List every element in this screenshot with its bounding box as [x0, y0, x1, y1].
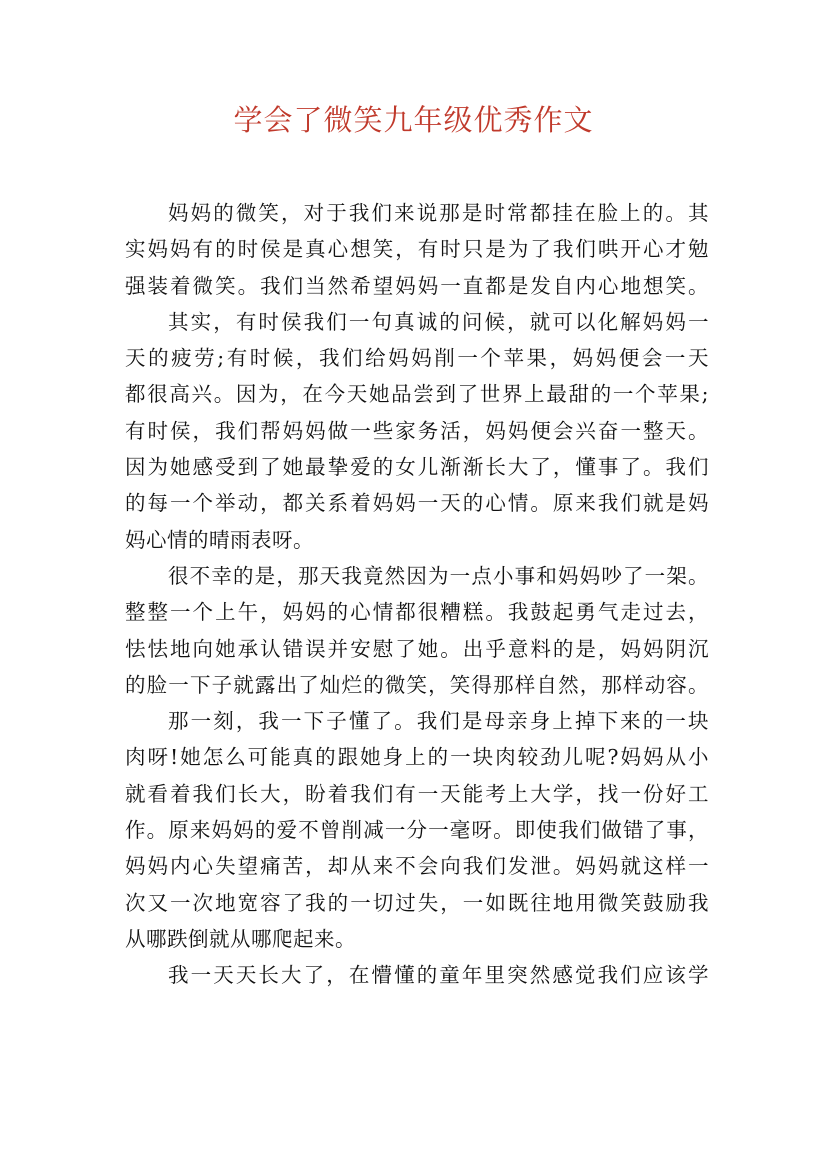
paragraph-1-line-1: 妈妈的微笑，对于我们来说那是时常都挂在脸上的。其	[168, 201, 709, 225]
paragraph-2-line-4: 有时侯，我们帮妈妈做一些家务活，妈妈便会兴奋一整天。	[125, 418, 709, 443]
essay-body	[125, 195, 709, 994]
paragraph-1-line-3: 强装着微笑。我们当然希望妈妈一直都是发自内心地想笑。	[125, 273, 709, 298]
paragraph-5-line-1: 我一天天长大了，在懵懂的童年里突然感觉我们应该学	[168, 963, 709, 988]
paragraph-2-line-2: 天的疲劳;有时候，我们给妈妈削一个苹果，妈妈便会一天	[125, 346, 709, 371]
paragraph-1-line-2: 实妈妈有的时侯是真心想笑，有时只是为了我们哄开心才勉	[125, 237, 709, 262]
paragraph-4-line-7: 从哪跌倒就从哪爬起来。	[125, 926, 356, 951]
paragraph-3-line-2: 整整一个上午，妈妈的心情都很糟糕。我鼓起勇气走过去，	[125, 600, 709, 625]
paragraph-3-line-1: 很不幸的是，那天我竟然因为一点小事和妈妈吵了一架。	[168, 563, 709, 588]
paragraph-4-line-6: 次又一次地宽容了我的一切过失，一如既往地用微笑鼓励我	[125, 890, 709, 915]
paragraph-2-line-7: 妈心情的晴雨表呀。	[125, 527, 314, 552]
paragraph-2-line-1: 其实，有时侯我们一句真诚的问候，就可以化解妈妈一	[168, 309, 709, 334]
paragraph-4-line-3: 就看着我们长大，盼着我们有一天能考上大学，找一份好工	[125, 781, 709, 806]
paragraph-3-line-4: 的脸一下子就露出了灿烂的微笑，笑得那样自然，那样动容。	[125, 672, 709, 697]
paragraph-4-line-4: 作。原来妈妈的爱不曾削减一分一毫呀。即使我们做错了事，	[125, 818, 709, 843]
paragraph-3-line-3: 怯怯地向她承认错误并安慰了她。出乎意料的是，妈妈阴沉	[125, 636, 709, 661]
paragraph-4-line-1: 那一刻，我一下子懂了。我们是母亲身上掉下来的一块	[168, 709, 709, 734]
page-title: 学会了微笑九年级优秀作文	[233, 103, 594, 137]
paragraph-4-line-2: 肉呀!她怎么可能真的跟她身上的一块肉较劲儿呢?妈妈从小	[125, 745, 709, 770]
paragraph-4-line-5: 妈妈内心失望痛苦，却从来不会向我们发泄。妈妈就这样一	[125, 854, 709, 879]
paragraph-2-line-6: 的每一个举动，都关系着妈妈一天的心情。原来我们就是妈	[125, 491, 709, 516]
paragraph-2-line-3: 都很高兴。因为，在今天她品尝到了世界上最甜的一个苹果;	[125, 382, 709, 407]
paragraph-2-line-5: 因为她感受到了她最挚爱的女儿渐渐长大了，懂事了。我们	[125, 455, 709, 480]
